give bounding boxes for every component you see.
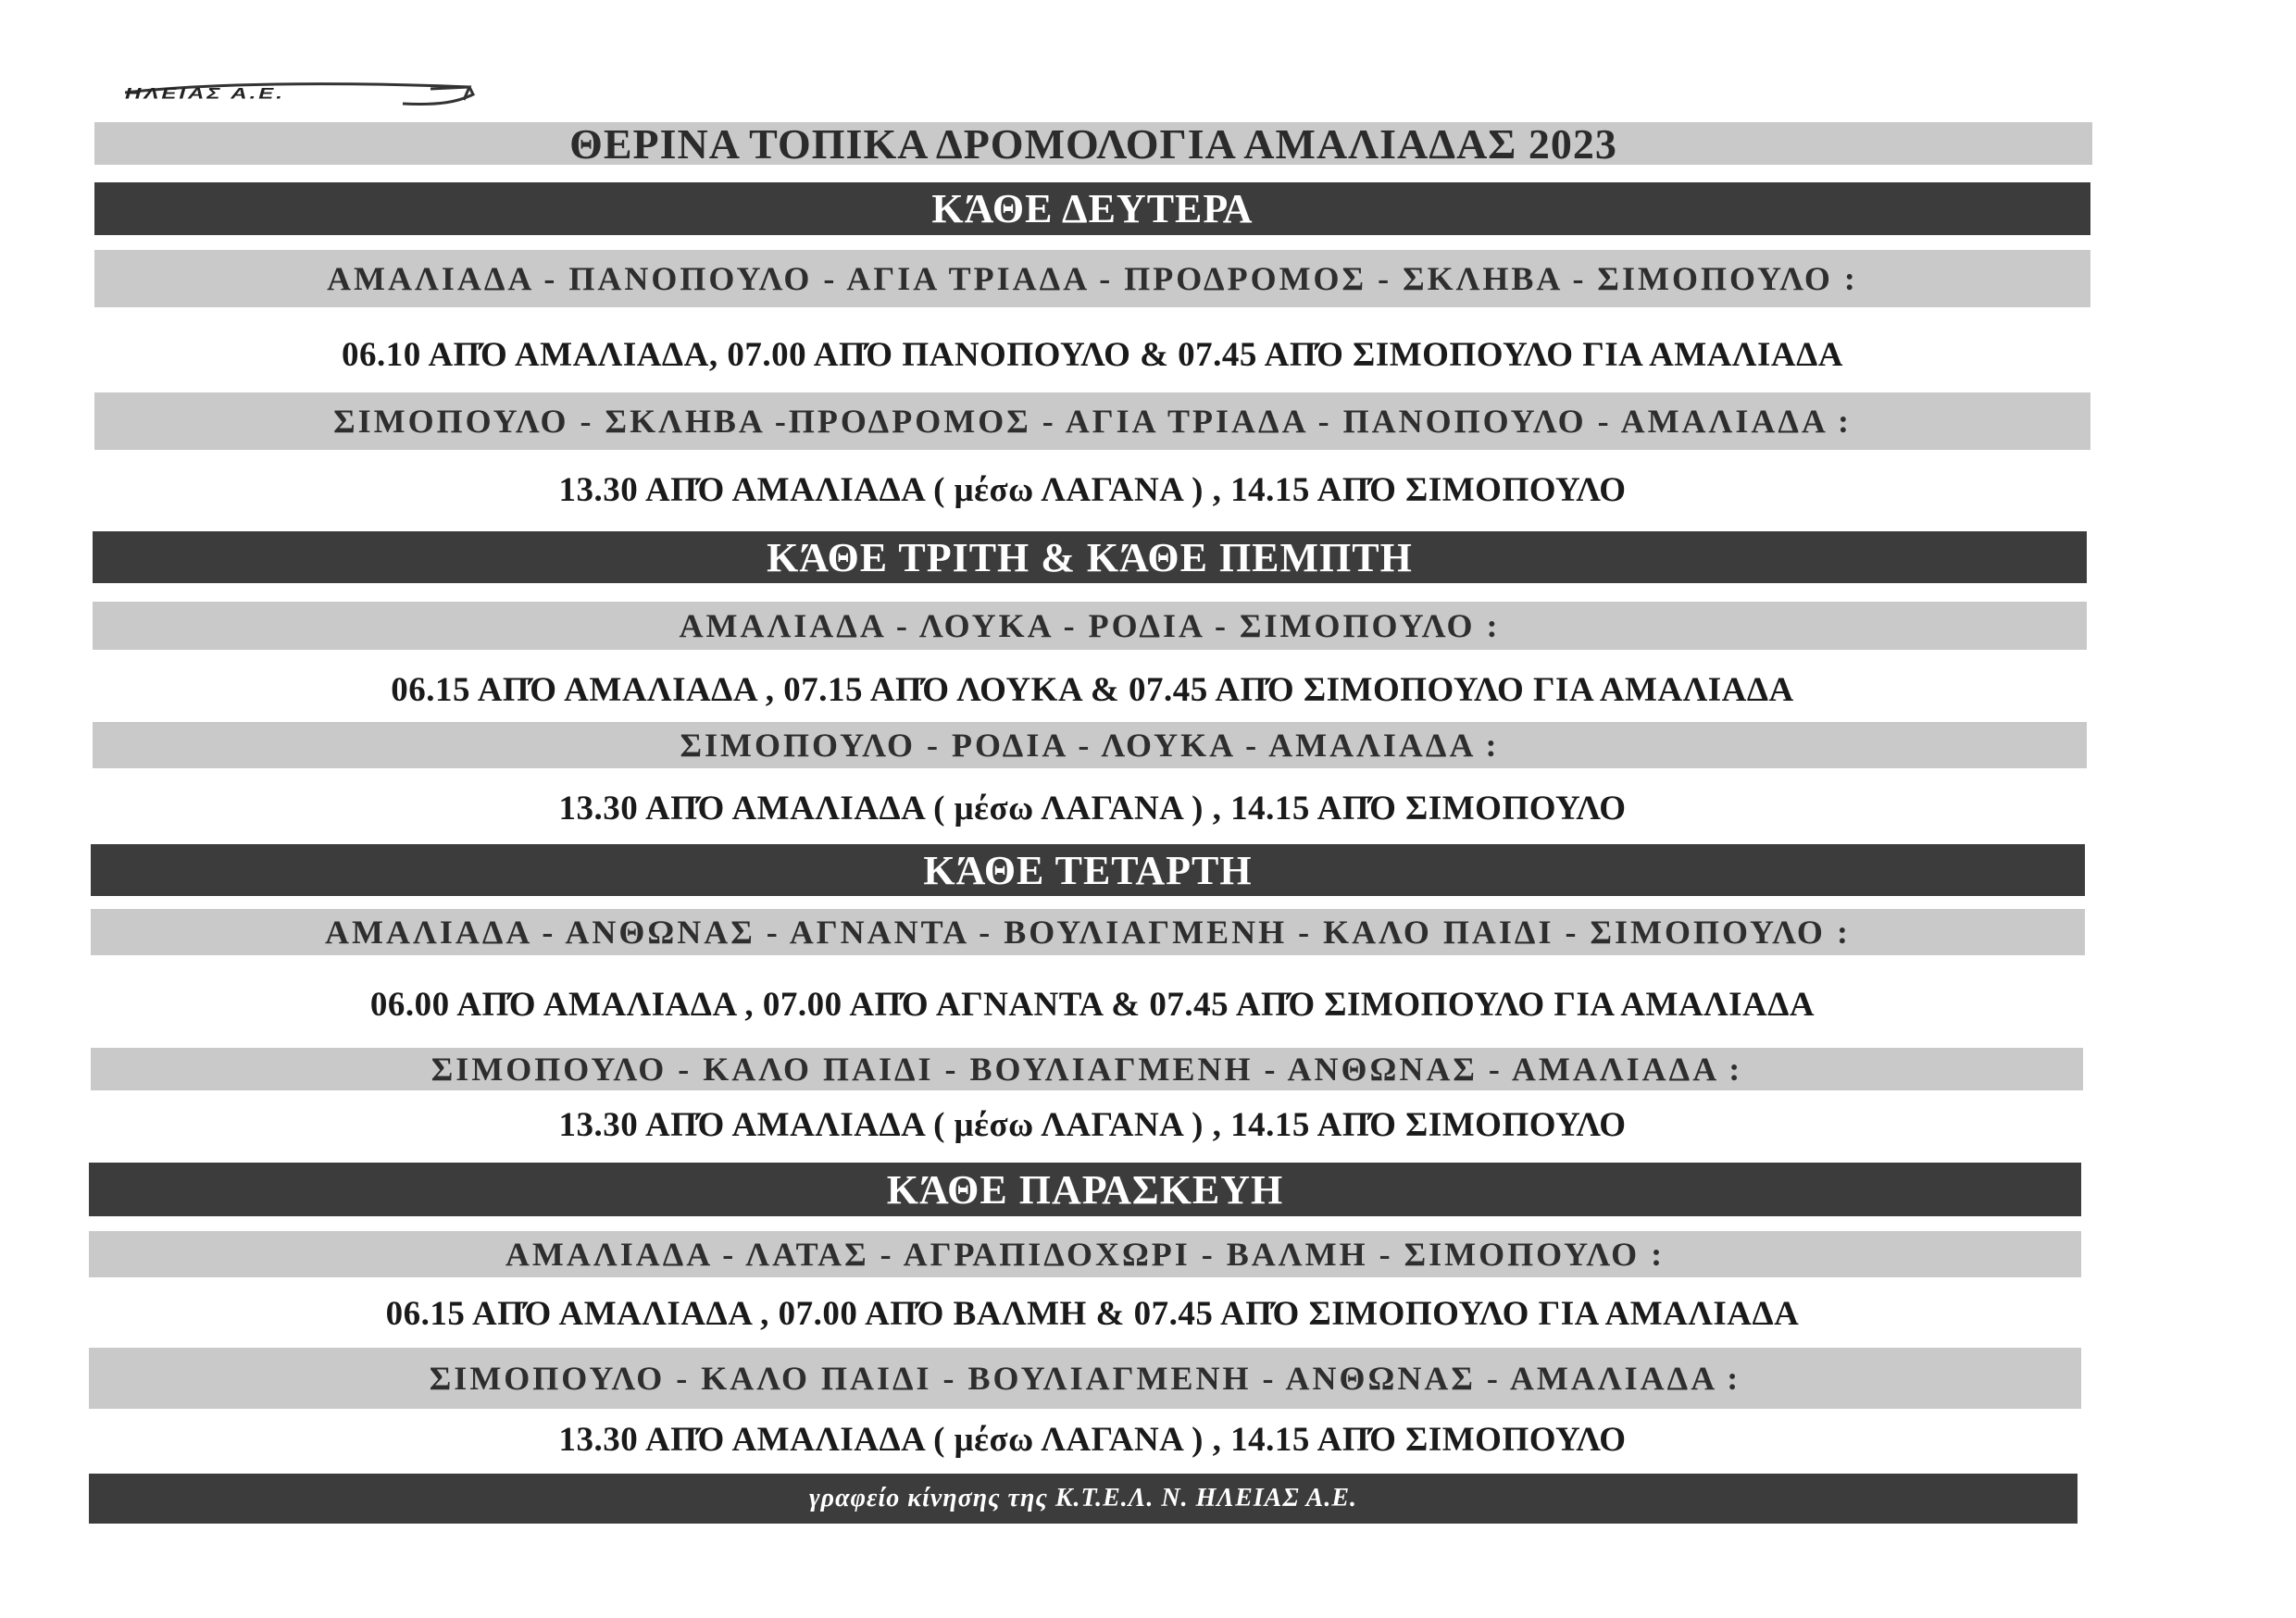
- ktel-logo: [125, 81, 477, 111]
- route-wednesday-return: [91, 1048, 2083, 1090]
- times-monday-return: 13.30 ΑΠΌ ΑΜΑΛΙΑΔΑ ( μέσω ΛΑΓΑΝΑ ) , 14.15 ΑΠΌ ΣΙΜΟΠΟΥΛΟ: [558, 471, 1627, 509]
- route-text: ΑΜΑΛΙΑΔΑ - ΑΝΘΩΝΑΣ - ΑΓΝΑΝΤΑ - ΒΟΥΛΙΑΓΜΕΝΗ - ΚΑΛΟ ΠΑΙΔΙ - ΣΙΜΟΠΟΥΛΟ :: [325, 914, 1851, 951]
- route-wednesday-outbound: [91, 909, 2085, 955]
- day-header-friday: [89, 1163, 2081, 1216]
- day-header-tue-thu: [93, 531, 2087, 583]
- page-title: [94, 119, 2092, 168]
- times-friday-return: 13.30 ΑΠΌ ΑΜΑΛΙΑΔΑ ( μέσω ΛΑΓΑΝΑ ) , 14.15 ΑΠΌ ΣΙΜΟΠΟΥΛΟ: [558, 1421, 1627, 1459]
- route-text: ΣΙΜΟΠΟΥΛΟ - ΣΚΛΗΒΑ -ΠΡΟΔΡΟΜΟΣ - ΑΓΙΑ ΤΡΙΑΔΑ - ΠΑΝΟΠΟΥΛΟ - ΑΜΑΛΙΑΔΑ :: [333, 403, 1852, 440]
- route-text: ΑΜΑΛΙΑΔΑ - ΛΑΤΑΣ - ΑΓΡΑΠΙΔΟΧΩΡΙ - ΒΑΛΜΗ - ΣΙΜΟΠΟΥΛΟ :: [505, 1236, 1666, 1273]
- times-tue-thu-outbound: 06.15 ΑΠΌ ΑΜΑΛΙΑΔΑ , 07.15 ΑΠΌ ΛΟΥΚΑ & 07.45 ΑΠΌ ΣΙΜΟΠΟΥΛΟ ΓΙΑ ΑΜΑΛΙΑΔΑ: [391, 671, 1794, 709]
- route-friday-outbound: [89, 1231, 2081, 1277]
- page-title-text: ΘΕΡΙΝΑ ΤΟΠΙΚΑ ΔΡΟΜΟΛΟΓΙΑ ΑΜΑΛΙΑΔΑΣ 2023: [569, 119, 1617, 168]
- times-wednesday-return: 13.30 ΑΠΌ ΑΜΑΛΙΑΔΑ ( μέσω ΛΑΓΑΝΑ ) , 14.15 ΑΠΌ ΣΙΜΟΠΟΥΛΟ: [558, 1106, 1627, 1144]
- times-friday-outbound: 06.15 ΑΠΌ ΑΜΑΛΙΑΔΑ , 07.00 ΑΠΌ ΒΑΛΜΗ & 07.45 ΑΠΌ ΣΙΜΟΠΟΥΛΟ ΓΙΑ ΑΜΑΛΙΑΔΑ: [385, 1295, 1800, 1333]
- day-header-text: ΚΆΘΕ ΔΕΥΤΕΡΑ: [931, 186, 1254, 231]
- times-wednesday-outbound: 06.00 ΑΠΌ ΑΜΑΛΙΑΔΑ , 07.00 ΑΠΌ ΑΓΝΑΝΤΑ & 07.45 ΑΠΌ ΣΙΜΟΠΟΥΛΟ ΓΙΑ ΑΜΑΛΙΑΔΑ: [369, 986, 1816, 1024]
- day-header-wednesday: [91, 844, 2085, 896]
- route-text: ΣΙΜΟΠΟΥΛΟ - ΡΟΔΙΑ - ΛΟΥΚΑ - ΑΜΑΛΙΑΔΑ :: [680, 727, 1500, 764]
- times-tue-thu-return: 13.30 ΑΠΌ ΑΜΑΛΙΑΔΑ ( μέσω ΛΑΓΑΝΑ ) , 14.15 ΑΠΌ ΣΙΜΟΠΟΥΛΟ: [558, 790, 1627, 828]
- route-monday-return: [94, 392, 2090, 450]
- footer-office-note: [89, 1474, 2078, 1524]
- route-text: ΑΜΑΛΙΑΔΑ - ΠΑΝΟΠΟΥΛΟ - ΑΓΙΑ ΤΡΙΑΔΑ - ΠΡΟΔΡΟΜΟΣ - ΣΚΛΗΒΑ - ΣΙΜΟΠΟΥΛΟ :: [327, 260, 1858, 297]
- route-text: ΑΜΑΛΙΑΔΑ - ΛΟΥΚΑ - ΡΟΔΙΑ - ΣΙΜΟΠΟΥΛΟ :: [679, 607, 1501, 644]
- footer-text: γραφείο κίνησης της Κ.Τ.Ε.Λ. Ν. ΗΛΕΙΑΣ Α.Ε.: [809, 1484, 1357, 1512]
- day-header-text: ΚΆΘΕ ΠΑΡΑΣΚΕΥΗ: [886, 1166, 1284, 1213]
- route-monday-outbound: [94, 250, 2090, 307]
- route-friday-return: [89, 1348, 2081, 1409]
- route-text: ΣΙΜΟΠΟΥΛΟ - ΚΑΛΟ ΠΑΙΔΙ - ΒΟΥΛΙΑΓΜΕΝΗ - ΑΝΘΩΝΑΣ - ΑΜΑΛΙΑΔΑ :: [430, 1051, 1743, 1088]
- day-header-monday: [94, 182, 2090, 235]
- route-text: ΣΙΜΟΠΟΥΛΟ - ΚΑΛΟ ΠΑΙΔΙ - ΒΟΥΛΙΑΓΜΕΝΗ - ΑΝΘΩΝΑΣ - ΑΜΑΛΙΑΔΑ :: [429, 1360, 1741, 1397]
- times-monday-outbound: 06.10 ΑΠΌ ΑΜΑΛΙΑΔΑ, 07.00 ΑΠΌ ΠΑΝΟΠΟΥΛΟ & 07.45 ΑΠΌ ΣΙΜΟΠΟΥΛΟ ΓΙΑ ΑΜΑΛΙΑΔΑ: [341, 336, 1843, 374]
- route-tue-thu-outbound: [93, 602, 2087, 650]
- day-header-text: ΚΆΘΕ ΤΕΤΑΡΤΗ: [923, 847, 1253, 893]
- logo-text: ΗΛΕΙΑΣ Α.Ε.: [125, 85, 285, 103]
- day-header-text: ΚΆΘΕ ΤΡΙΤΗ & ΚΆΘΕ ΠΕΜΠΤΗ: [767, 534, 1413, 580]
- route-tue-thu-return: [93, 722, 2087, 768]
